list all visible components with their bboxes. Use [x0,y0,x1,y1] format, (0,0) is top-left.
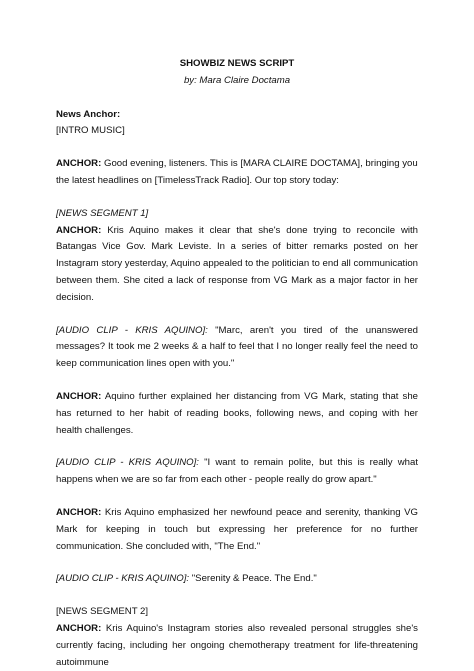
segment-text: Kris Aquino makes it clear that she's done trying to reconcile with Batangas Vice Gov. Mark Leviste. In a series of bitter remarks posted on her Instagram story yesterday, Aquino appealed to the politician to end all communication between them. She cited a lack of response from VG Mark as a major factor in her decision. [56,224,418,303]
byline-author: Mara Claire Doctama [199,74,291,86]
segment-text: Kris Aquino's Instagram stories also revealed personal struggles she's currently facing, including her ongoing chemotherapy treatment for life-threatening autoimmune [56,622,418,668]
audio-clip-quote: "Serenity & Peace. The End." [191,573,317,585]
anchor-paragraph-3 [56,505,418,555]
document-title: SHOWBIZ NEWS SCRIPT [179,58,295,69]
speaker-label: ANCHOR: [56,158,102,170]
audio-clip-3 [56,571,418,588]
anchor-text: Kris Aquino emphasized her newfound peace and serenity, thanking VG Mark for keeping in touch but expressing her preference for no further communication. She concluded with, "The End." [56,506,418,552]
audio-clip-label: [AUDIO CLIP - KRIS AQUINO]: [56,324,208,336]
audio-clip-quote: "Marc, aren't you tired of the unanswered messages? It took me 2 weeks & a half to feel that I no longer really feel the need to keep communication lines open with you." [56,324,418,370]
opening-paragraph [56,156,418,190]
speaker-label: ANCHOR: [56,506,102,518]
audio-clip-1 [56,323,418,373]
intro-block [56,107,418,141]
audio-clip-label: [AUDIO CLIP - KRIS AQUINO]: [56,457,199,469]
news-anchor-heading: News Anchor: [56,108,121,120]
news-segment-2 [56,604,418,668]
audio-clip-2 [56,455,418,489]
speaker-label: ANCHOR: [56,390,102,402]
intro-music-cue: [INTRO MUSIC] [56,125,125,137]
script-content [56,56,418,668]
byline [56,73,418,90]
anchor-paragraph-2 [56,389,418,439]
anchor-text: Aquino further explained her distancing from VG Mark, stating that she has returned to her habit of reading books, following news, and coping with her health challenges. [56,390,418,436]
opening-text: Good evening, listeners. This is [MARA CLAIRE DOCTAMA], bringing you the latest headlines on [TimelessTrack Radio]. Our top story today: [56,158,418,186]
segment-label: [NEWS SEGMENT 2] [56,606,149,618]
audio-clip-quote: "I want to remain polite, but this is really what happens when we are so far from each other - people really do grow apart." [56,457,418,486]
byline-prefix: by: [183,74,197,86]
audio-clip-label: [AUDIO CLIP - KRIS AQUINO]: [56,573,190,585]
news-segment-1 [56,206,418,307]
speaker-label: ANCHOR: [56,622,102,634]
segment-label: [NEWS SEGMENT 1] [56,207,149,219]
speaker-label: ANCHOR: [56,224,102,236]
